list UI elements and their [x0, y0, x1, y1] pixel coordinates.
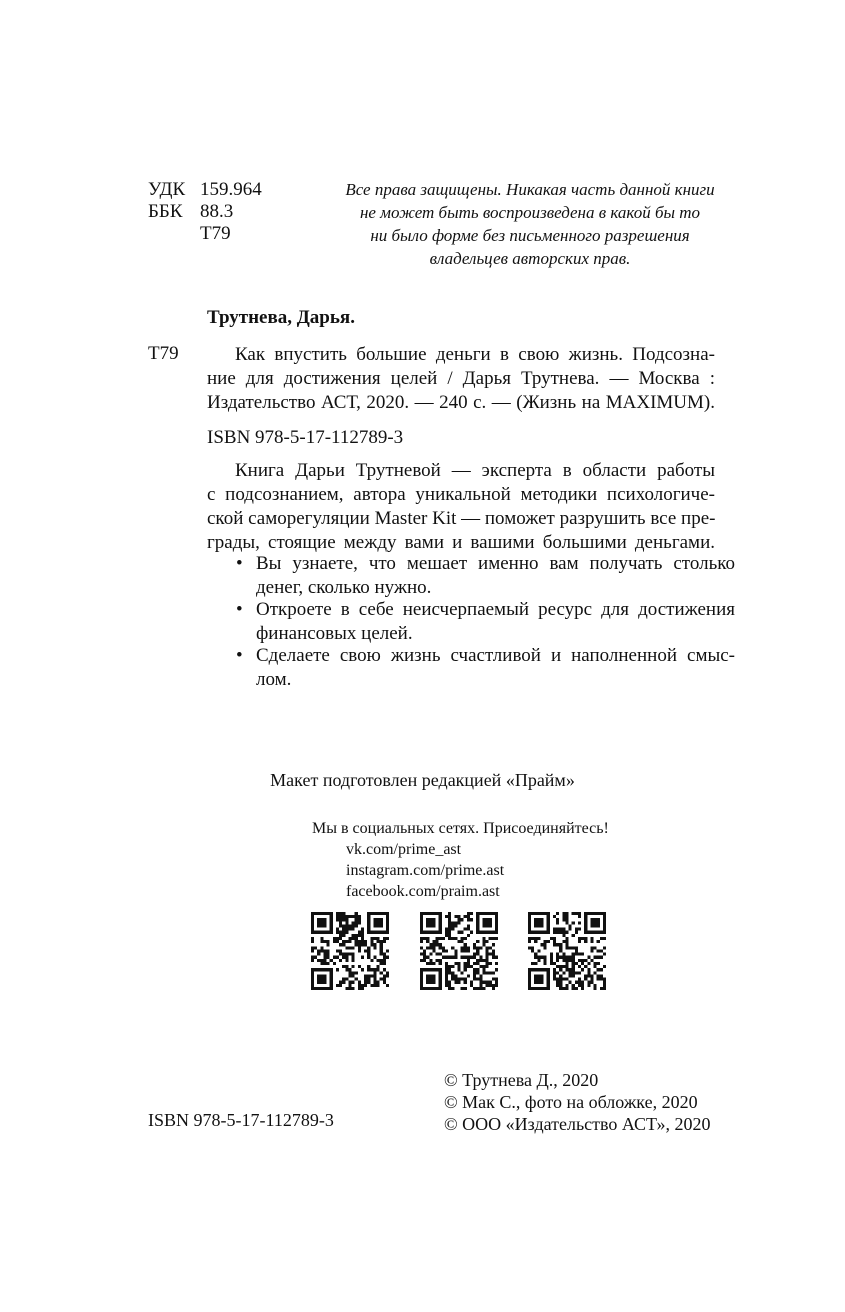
author-heading: Трутнева, Дарья. [207, 307, 355, 328]
copyright-block [444, 1069, 711, 1135]
annotation-line: грады, стоящие между вами и вашими большими деньгами. [207, 532, 715, 553]
udk-value: 159.964 [200, 179, 262, 200]
bib-line: Издательство АСТ, 2020. — 240 с. — (Жизнь на MAXIMUM). [207, 392, 715, 413]
list-item-line: Откроете в себе неисчерпаемый ресурс для достижения [256, 599, 735, 620]
instagram-link[interactable]: instagram.com/prime.ast [346, 862, 505, 879]
list-item-line: денег, сколько нужно. [256, 577, 432, 598]
facebook-link[interactable]: facebook.com/praim.ast [346, 883, 500, 900]
bullet-icon: • [236, 645, 243, 666]
copyright-line: © Трутнева Д., 2020 [444, 1070, 599, 1090]
annotation-line: Книга Дарьи Трутневой — эксперта в области работы [235, 460, 715, 481]
list-item-line: Сделаете свою жизнь счастливой и наполненной смыс- [256, 645, 735, 666]
list-item-line: финансовых целей. [256, 623, 413, 644]
rights-line: Все права защищены. Никакая часть данной книги [345, 180, 715, 199]
vk-link[interactable]: vk.com/prime_ast [346, 841, 462, 858]
copyright-line: © ООО «Издательство АСТ», 2020 [444, 1114, 711, 1134]
classification-codes [148, 179, 262, 245]
cutter-code-header: Т79 [200, 223, 231, 244]
bullet-icon: • [236, 553, 243, 574]
copyright-line: © Мак С., фото на обложке, 2020 [444, 1092, 698, 1112]
rights-line: не может быть воспроизведена в какой бы то [359, 203, 701, 222]
annotation-line: ской саморегуляции Master Kit — поможет разрушить все пре- [207, 508, 716, 529]
bullet-icon: • [236, 599, 243, 620]
qr-code-icon[interactable] [311, 912, 389, 990]
list-item-line: Вы узнаете, что мешает именно вам получать столько [256, 553, 735, 574]
bbk-value: 88.3 [200, 201, 234, 222]
social-block [312, 818, 609, 902]
qr-code-icon[interactable] [420, 912, 498, 990]
bib-line: ние для достижения целей / Дарья Трутнева. — Москва : [207, 368, 715, 389]
list-item [236, 552, 735, 600]
rights-line: владельцев авторских прав. [429, 249, 631, 268]
list-item-line: лом. [256, 669, 292, 690]
udk-label: УДК [148, 179, 186, 200]
bibliographic-description [207, 343, 715, 415]
isbn-bottom: ISBN 978-5-17-112789-3 [148, 1110, 334, 1130]
annotation-line: с подсознанием, автора уникальной методики психологиче- [207, 484, 715, 505]
layout-credit: Макет подготовлен редакцией «Прайм» [270, 770, 575, 790]
list-item [236, 598, 735, 646]
rights-notice [330, 178, 730, 270]
bbk-label: ББК [148, 201, 183, 222]
social-heading: Мы в социальных сетях. Присоединяйтесь! [312, 820, 609, 837]
cutter-code: Т79 [148, 343, 179, 364]
list-item [236, 644, 735, 692]
isbn-top: ISBN 978-5-17-112789-3 [207, 427, 404, 448]
rights-line: ни было форме без письменного разрешения [370, 226, 690, 245]
bib-line: Как впустить большие деньги в свою жизнь. Подсозна- [235, 344, 715, 365]
annotation [207, 459, 715, 555]
qr-code-icon[interactable] [528, 912, 606, 990]
